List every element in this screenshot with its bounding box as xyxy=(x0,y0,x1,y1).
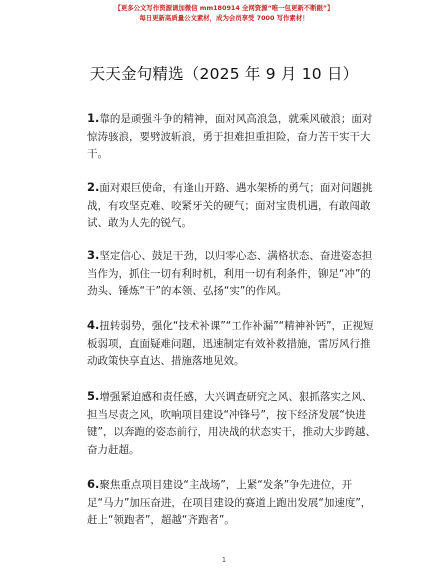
paragraph-text: 面对艰巨使命，有逢山开路、遇水架桥的勇气；面对问题挑战，有攻坚克难、咬紧牙关的硬气；面对宝贵机遇，有敢闯敢试、敢为人先的锐气。 xyxy=(87,182,373,229)
paragraph-6 xyxy=(87,476,377,530)
paragraph-4 xyxy=(87,317,377,371)
paragraph-2 xyxy=(87,179,377,233)
paragraph-number: 5. xyxy=(87,389,100,403)
paragraph-text: 靠的是顽强斗争的精神，面对风高浪急，就乘风破浪；面对惊涛骇浪，要劈波斩浪，勇于担难担重担险，奋力苦干实干大干。 xyxy=(87,113,373,160)
promo-banner-line-2: 每日更新高质量公文素材，成为会员享受 7000 写作素材！ xyxy=(139,14,309,22)
paragraph-5 xyxy=(87,388,377,459)
paragraph-number: 6. xyxy=(87,477,100,491)
paragraph-text: 扭转弱势，强化“技术补课”“工作补漏”“精神补钙”，正视短板弱项，直面疑难问题，迅速制定有效补救措施，雷厉风行推动政策快享直达、措施落地见效。 xyxy=(87,320,374,367)
paragraph-3 xyxy=(87,247,377,301)
paragraph-text: 增强紧迫感和责任感，大兴调查研究之风、狠抓落实之风、担当尽责之风，吹响项目建设“冲锋号”，按下经济发展“快进键”，以奔跑的姿态前行，用决战的状态实干，推动大步跨越、奋力赶超。 xyxy=(87,391,376,456)
paragraph-text: 聚焦重点项目建设“主战场”，上紧“发条”争先进位，开足“马力”加压奋进，在项目建设的赛道上跑出发展“加速度”，赶上“领跑者”，超越“齐跑者”。 xyxy=(87,479,372,526)
page-number: 1 xyxy=(221,556,227,564)
paragraph-number: 1. xyxy=(87,111,100,125)
paragraph-1 xyxy=(87,110,377,164)
document-title: 天天金句精选（2025 年 9 月 10 日） xyxy=(89,65,359,83)
paragraph-number: 4. xyxy=(87,318,100,332)
paragraph-number: 2. xyxy=(87,180,100,194)
promo-banner-line-1: 【更多公文写作资源请加微信 mm180914 全网资源“唯一包更新不断跟”】 xyxy=(114,4,334,12)
paragraph-text: 坚定信心、鼓足干劲，以归零心态、满格状态、奋进姿态担当作为，抓住一切有利时机，利用一切有利条件，铆足“冲”的劲头、锤炼“干”的本领、弘扬“实”的作风。 xyxy=(87,250,373,297)
paragraph-number: 3. xyxy=(87,248,100,262)
